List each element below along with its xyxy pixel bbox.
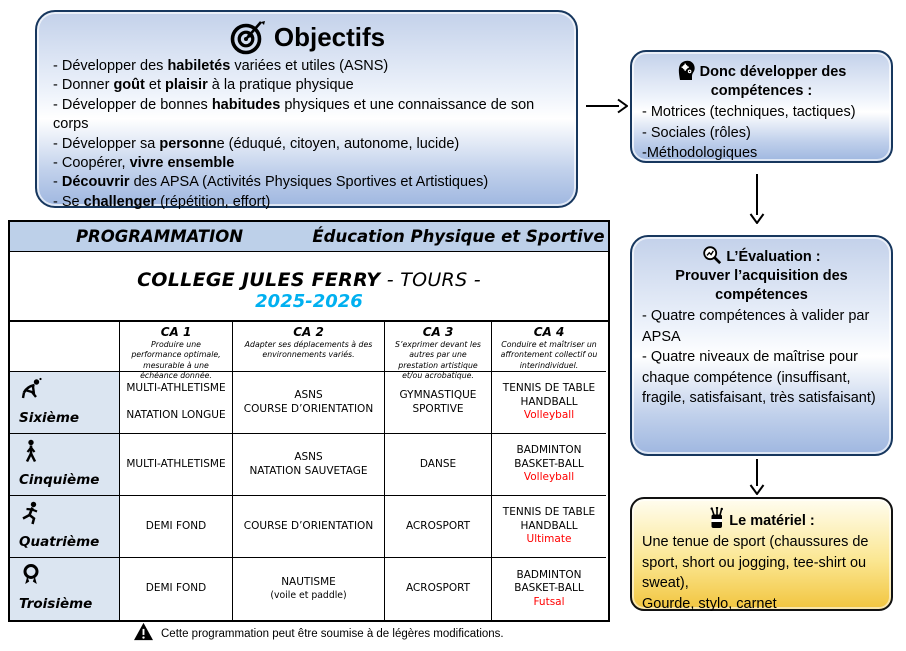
materiel-body	[632, 531, 891, 614]
ca-code: CA 1	[160, 325, 192, 339]
ca-header-cell	[492, 322, 606, 372]
competences-header	[632, 52, 891, 101]
evaluation-item: - Quatre compétences à valider par APSA	[642, 308, 870, 345]
runner-icon	[19, 501, 43, 527]
table-cell: ASNS COURSE D’ORIENTATION	[233, 372, 385, 434]
objectifs-box	[35, 10, 578, 208]
evaluation-list	[632, 305, 891, 409]
objective-line: - Découvrir des APSA (Activités Physiques Sportives et Artistiques)	[53, 174, 489, 191]
evaluation-heading: L’Évaluation :	[726, 249, 821, 265]
table-cell: ACROSPORT	[385, 558, 492, 620]
ca-header-cell	[120, 322, 233, 380]
ca-code: CA 3	[422, 325, 454, 339]
competence-item: - Motrices (techniques, tactiques)	[642, 104, 856, 120]
flow-arrow-right-icon	[584, 95, 628, 117]
table-cell: DANSE	[385, 434, 492, 496]
ca-code: CA 2	[293, 325, 324, 339]
table-cell: TENNIS DE TABLE HANDBALL Volleyball	[492, 372, 606, 434]
level-label: Quatrième	[19, 534, 100, 550]
materiel-heading: Le matériel :	[729, 513, 815, 529]
table-cell: ASNS NATATION SAUVETAGE	[233, 434, 385, 496]
sprinter-start-icon	[19, 377, 43, 403]
level-label: Sixième	[19, 410, 80, 426]
target-dart-icon	[228, 19, 266, 55]
level-label: Cinquième	[19, 472, 100, 488]
materiel-header	[632, 499, 891, 531]
ca-desc: Conduire et maîtriser un affrontement collectif ou interindividuel.	[500, 340, 598, 370]
table-cell: TENNIS DE TABLE HANDBALL Ultimate	[492, 496, 606, 558]
school-name: COLLEGE JULES FERRY - TOURS -	[137, 268, 481, 291]
objectifs-header	[37, 19, 576, 55]
materiel-box	[630, 497, 893, 611]
ca-header-cell	[385, 322, 492, 380]
competences-list	[632, 101, 891, 164]
table-grid	[10, 322, 608, 620]
table-cell: MULTI-ATHLETISME	[120, 434, 233, 496]
competences-box	[630, 50, 893, 163]
table-cell: GYMNASTIQUE SPORTIVE	[385, 372, 492, 434]
table-cell: ACROSPORT	[385, 496, 492, 558]
programmation-table	[8, 220, 610, 622]
table-title-left: PROGRAMMATION	[75, 227, 244, 246]
school-year: 2025-2026	[255, 290, 363, 312]
ca-header-cell	[233, 322, 385, 372]
ca-code: CA 4	[533, 325, 565, 339]
note-text: Cette programmation peut être soumise à de légères modifications.	[161, 628, 504, 640]
flow-arrow-down-icon	[746, 172, 768, 224]
objective-line: - Développer sa personne (éduqué, citoyen, autonome, lucide)	[53, 135, 460, 152]
table-cell: DEMI FOND	[120, 558, 233, 620]
materiel-line: Gourde, stylo, carnet	[642, 595, 777, 612]
modification-note	[133, 622, 504, 641]
row-label-cell	[10, 558, 120, 620]
competence-item: - Sociales (rôles)	[642, 124, 751, 141]
school-row	[10, 252, 608, 322]
table-cell: BADMINTON BASKET-BALL Futsal	[514, 568, 584, 608]
walking-icon	[19, 439, 43, 465]
flow-arrow-down-icon	[746, 458, 768, 495]
ca-desc: Produire une performance optimale, mesurable à une échéance donnée.	[131, 340, 221, 380]
ca-desc: Adapter ses déplacements à des environnements variés.	[244, 340, 373, 360]
table-cell: NAUTISME (voile et paddle)	[233, 558, 385, 620]
medal-icon	[19, 563, 43, 589]
table-title-row	[10, 222, 608, 252]
corner-cell	[10, 322, 120, 372]
table-title-right: Éducation Physique et Sportive	[312, 227, 605, 246]
row-label-cell	[10, 434, 120, 496]
objectifs-list	[37, 55, 576, 212]
objective-line: - Se challenger (répétition, effort)	[53, 193, 271, 210]
ca-desc: S’exprimer devant les autres par une prestation artistique et/ou acrobatique.	[395, 340, 481, 380]
warning-icon	[133, 622, 154, 641]
table-cell: BADMINTON BASKET-BALL Volleyball	[492, 434, 606, 496]
evaluation-subheading: Prouver l’acquisition des compétences	[675, 268, 848, 303]
competences-heading: Donc développer des compétences :	[699, 64, 847, 99]
row-label-cell	[10, 372, 120, 434]
table-cell: DEMI FOND	[120, 496, 233, 558]
objective-line: - Développer de bonnes habitudes physiques et une connaissance de son corps	[53, 96, 535, 133]
evaluation-box	[630, 235, 893, 456]
level-label: Troisième	[19, 596, 93, 612]
row-label-cell	[10, 496, 120, 558]
head-gears-icon	[677, 60, 696, 80]
competence-item: -Méthodologiques	[642, 145, 758, 161]
table-cell: COURSE D’ORIENTATION	[233, 496, 385, 558]
magnifier-chart-icon	[702, 245, 722, 265]
objective-line: - Coopérer, vivre ensemble	[53, 155, 235, 172]
materiel-line: Une tenue de sport (chaussures de sport, short ou jogging, tee-shirt ou sweat),	[642, 534, 869, 591]
objective-line: - Développer des habiletés variées et utiles (ASNS)	[53, 58, 389, 74]
table-cell: MULTI-ATHLETISME NATATION LONGUE	[120, 372, 233, 434]
evaluation-item: - Quatre niveaux de maîtrise pour chaque compétence (insuffisant, fragile, satisfaisant, très satisfaisant)	[642, 349, 876, 406]
objective-line: - Donner goût et plaisir à la pratique physique	[53, 77, 354, 94]
sports-bag-icon	[708, 507, 725, 529]
evaluation-header	[632, 237, 891, 305]
objectifs-title: Objectifs	[273, 21, 386, 52]
